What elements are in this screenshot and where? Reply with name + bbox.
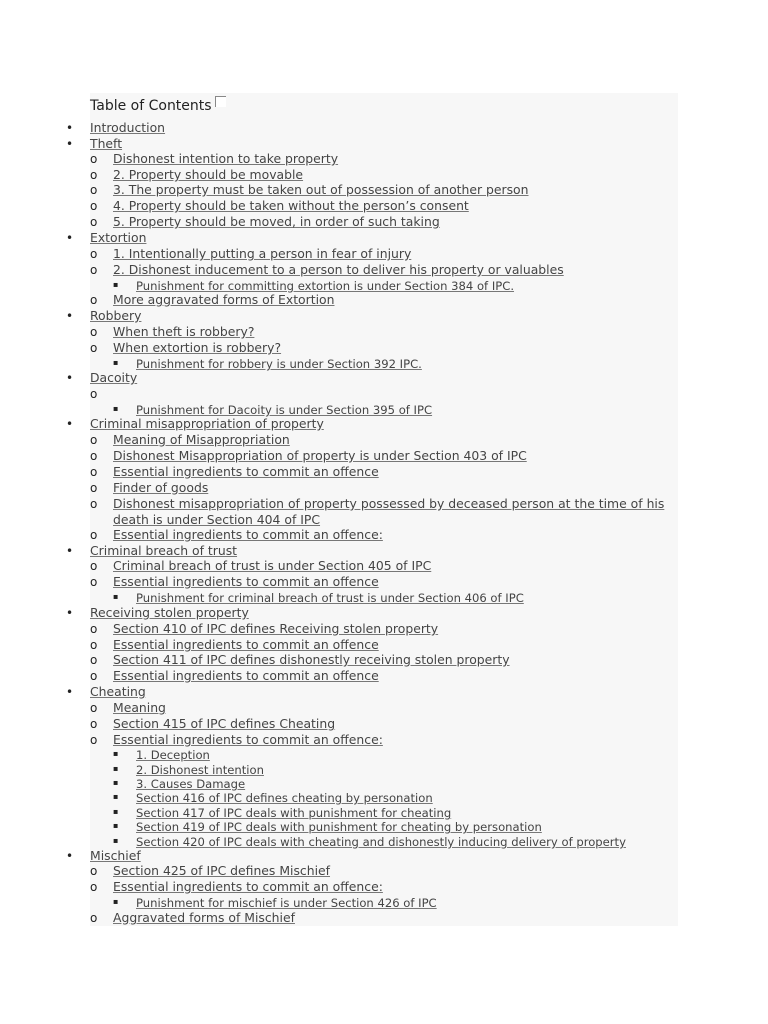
bullet-icon: •: [66, 685, 74, 699]
toc-link[interactable]: Criminal breach of trust is under Section 405 of IPC: [113, 558, 432, 573]
toc-link[interactable]: When extortion is robbery?: [113, 340, 282, 355]
bullet-icon: ▪: [113, 358, 119, 367]
toc-row: [0, 198, 768, 214]
toc-row: [0, 308, 768, 324]
toc-link[interactable]: Section 425 of IPC defines Mischief: [113, 863, 331, 878]
toc-link[interactable]: Essential ingredients to commit an offence:: [113, 879, 383, 894]
toc-link[interactable]: Punishment for Dacoity is under Section 395 of IPC: [136, 403, 433, 417]
bullet-icon: o: [90, 247, 98, 261]
toc-row: [0, 167, 768, 183]
toc-row: [0, 340, 768, 356]
toc-row: [0, 863, 768, 879]
toc-row: [0, 684, 768, 700]
bullet-icon: o: [90, 622, 98, 636]
toc-row: [0, 262, 768, 278]
bullet-icon: •: [66, 231, 74, 245]
toc-row: [0, 496, 768, 512]
bullet-icon: o: [90, 880, 98, 894]
bullet-icon: o: [90, 528, 98, 542]
bullet-icon: •: [66, 121, 74, 135]
toc-link[interactable]: Criminal breach of trust: [90, 543, 238, 558]
bullet-icon: o: [90, 864, 98, 878]
bullet-icon: o: [90, 199, 98, 213]
bullet-icon: •: [66, 137, 74, 151]
bullet-icon: ▪: [113, 280, 119, 289]
toc-row: [0, 848, 768, 864]
toc-link[interactable]: Section 420 of IPC deals with cheating and dishonestly inducing delivery of property: [136, 835, 626, 849]
toc-link[interactable]: Essential ingredients to commit an offence: [113, 637, 379, 652]
toc-row: [0, 448, 768, 464]
toc-row: [0, 700, 768, 716]
toc-link[interactable]: Essential ingredients to commit an offence:: [113, 527, 383, 542]
toc-link[interactable]: Aggravated forms of Mischief: [113, 910, 295, 925]
toc-row: [0, 214, 768, 230]
toc-link[interactable]: 1. Intentionally putting a person in fear of injury: [113, 246, 412, 261]
toc-row: [0, 910, 768, 926]
bullet-icon: o: [90, 559, 98, 573]
toc-row: [0, 527, 768, 543]
toc-link[interactable]: Section 411 of IPC defines dishonestly receiving stolen property: [113, 652, 510, 667]
toc-row: [0, 895, 768, 911]
bullet-icon: ▪: [113, 792, 119, 801]
toc-row: [0, 370, 768, 386]
bullet-icon: o: [90, 497, 98, 511]
toc-row: [0, 716, 768, 732]
bullet-icon: ▪: [113, 404, 119, 413]
toc-row: [0, 464, 768, 480]
toc-link[interactable]: Punishment for committing extortion is under Section 384 of IPC.: [136, 279, 515, 293]
toc-link[interactable]: Essential ingredients to commit an offence:: [113, 732, 383, 747]
toc-row: [0, 480, 768, 496]
toc-row: [0, 120, 768, 136]
toc-link[interactable]: Extortion: [90, 230, 147, 245]
bullet-icon: o: [90, 653, 98, 667]
toc-link[interactable]: Dishonest intention to take property: [113, 151, 339, 166]
bullet-icon: •: [66, 849, 74, 863]
bullet-icon: ▪: [113, 778, 119, 787]
toc-link[interactable]: Section 415 of IPC defines Cheating: [113, 716, 336, 731]
toc-row: [0, 151, 768, 167]
toc-row: [0, 637, 768, 653]
toc-link[interactable]: 5. Property should be moved, in order of such taking: [113, 214, 440, 229]
bullet-icon: ▪: [113, 836, 119, 845]
toc-link[interactable]: Section 417 of IPC deals with punishment for cheating: [136, 806, 452, 820]
toc-link[interactable]: Essential ingredients to commit an offence: [113, 464, 379, 479]
bullet-icon: ▪: [113, 592, 119, 601]
toc-link[interactable]: Meaning: [113, 700, 166, 715]
toc-link[interactable]: Mischief: [90, 848, 141, 863]
bullet-icon: o: [90, 433, 98, 447]
bullet-icon: •: [66, 309, 74, 323]
toc-link[interactable]: Punishment for criminal breach of trust is under Section 406 of IPC: [136, 591, 524, 605]
toc-row: [0, 136, 768, 152]
bullet-icon: o: [90, 481, 98, 495]
toc-link[interactable]: 1. Deception: [136, 748, 210, 762]
bullet-icon: o: [90, 701, 98, 715]
bullet-icon: o: [90, 168, 98, 182]
toc-title: Table of Contents: [90, 98, 212, 114]
toc-link[interactable]: Cheating: [90, 684, 146, 699]
toc-link[interactable]: 2. Dishonest inducement to a person to deliver his property or valuables: [113, 262, 564, 277]
toc-row: [0, 324, 768, 340]
toc-link[interactable]: Finder of goods: [113, 480, 209, 495]
toc-link[interactable]: Theft: [90, 136, 123, 151]
toc-link[interactable]: 4. Property should be taken without the person’s consent: [113, 198, 469, 213]
toc-row: [0, 416, 768, 432]
toc-link[interactable]: Punishment for robbery is under Section 392 IPC.: [136, 357, 422, 371]
bullet-icon: o: [90, 325, 98, 339]
bullet-icon: •: [66, 371, 74, 385]
toc-row: [0, 182, 768, 198]
toc-row: [0, 621, 768, 637]
bullet-icon: ▪: [113, 821, 119, 830]
toc-link[interactable]: Section 410 of IPC defines Receiving stolen property: [113, 621, 439, 636]
bullet-icon: ▪: [113, 749, 119, 758]
bullet-icon: o: [90, 638, 98, 652]
bullet-icon: ▪: [113, 764, 119, 773]
toc-row: [0, 512, 768, 528]
bullet-icon: o: [90, 263, 98, 277]
bullet-icon: o: [90, 465, 98, 479]
checkbox-icon[interactable]: [215, 96, 226, 107]
bullet-icon: o: [90, 387, 98, 401]
toc-link[interactable]: death is under Section 404 of IPC: [113, 512, 321, 527]
bullet-icon: o: [90, 717, 98, 731]
toc-link[interactable]: 2. Dishonest intention: [136, 763, 264, 777]
toc-row: [0, 246, 768, 262]
toc-row: [0, 558, 768, 574]
toc-link[interactable]: Receiving stolen property: [90, 605, 249, 620]
toc-link[interactable]: Essential ingredients to commit an offence: [113, 574, 379, 589]
bullet-icon: o: [90, 911, 98, 925]
toc-link[interactable]: Robbery: [90, 308, 142, 323]
toc-row: [0, 605, 768, 621]
toc-link[interactable]: Essential ingredients to commit an offence: [113, 668, 379, 683]
bullet-icon: o: [90, 575, 98, 589]
toc-link[interactable]: Section 416 of IPC defines cheating by personation: [136, 791, 433, 805]
bullet-icon: o: [90, 449, 98, 463]
toc-row: [0, 652, 768, 668]
toc-heading: [90, 94, 238, 118]
toc-row: [0, 879, 768, 895]
bullet-icon: o: [90, 341, 98, 355]
toc-link[interactable]: Dishonest misappropriation of property possessed by deceased person at the time of his: [113, 496, 665, 511]
toc-row: [0, 386, 768, 402]
bullet-icon: •: [66, 606, 74, 620]
toc-row: [0, 590, 768, 606]
toc-link[interactable]: When theft is robbery?: [113, 324, 255, 339]
bullet-icon: o: [90, 293, 98, 307]
bullet-icon: •: [66, 417, 74, 431]
toc-link[interactable]: 3. The property must be taken out of possession of another person: [113, 182, 529, 197]
toc-link[interactable]: 3. Causes Damage: [136, 777, 246, 791]
toc-row: [0, 230, 768, 246]
toc-row: [0, 574, 768, 590]
toc-link[interactable]: Criminal misappropriation of property: [90, 416, 324, 431]
bullet-icon: o: [90, 733, 98, 747]
toc-link[interactable]: 2. Property should be movable: [113, 167, 304, 182]
toc-row: [0, 292, 768, 308]
toc-link[interactable]: Dacoity: [90, 370, 138, 385]
bullet-icon: ▪: [113, 897, 119, 906]
bullet-icon: o: [90, 215, 98, 229]
toc-link[interactable]: Punishment for mischief is under Section 426 of IPC: [136, 896, 437, 910]
toc-row: [0, 543, 768, 559]
bullet-icon: o: [90, 669, 98, 683]
toc-link[interactable]: Introduction: [90, 120, 166, 135]
bullet-icon: •: [66, 544, 74, 558]
toc-row: [0, 668, 768, 684]
toc-link[interactable]: Meaning of Misappropriation: [113, 432, 290, 447]
toc-row: [0, 432, 768, 448]
bullet-icon: ▪: [113, 807, 119, 816]
toc-link[interactable]: More aggravated forms of Extortion: [113, 292, 335, 307]
bullet-icon: o: [90, 152, 98, 166]
toc-link[interactable]: Dishonest Misappropriation of property is under Section 403 of IPC: [113, 448, 527, 463]
toc-link[interactable]: Section 419 of IPC deals with punishment for cheating by personation: [136, 820, 542, 834]
bullet-icon: o: [90, 183, 98, 197]
